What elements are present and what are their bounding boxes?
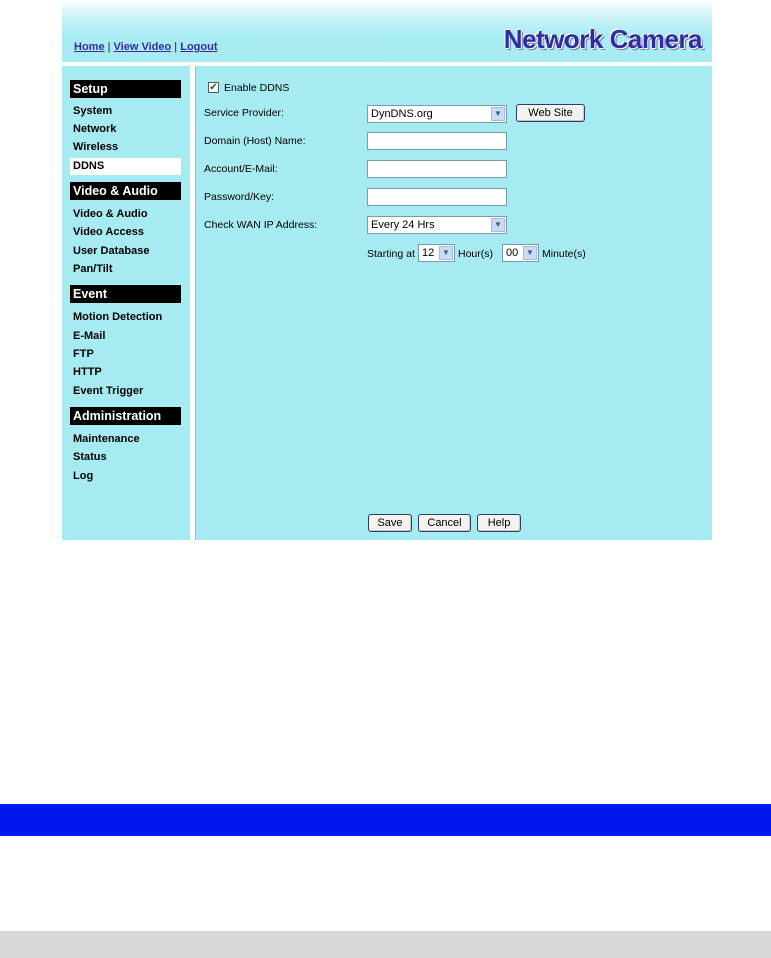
minutes-label: Minute(s) <box>542 248 586 260</box>
chevron-down-icon: ▼ <box>491 107 505 121</box>
sidebar-item-motion-detection[interactable]: Motion Detection <box>73 311 163 323</box>
hour-select[interactable] <box>418 244 455 262</box>
view-video-link[interactable]: View Video <box>113 41 172 53</box>
gray-footer-bar <box>0 931 771 958</box>
domain-label: Domain (Host) Name: <box>204 135 306 147</box>
minute-value: 00 <box>506 247 519 259</box>
check-wan-label: Check WAN IP Address: <box>204 219 318 231</box>
chevron-down-icon: ▼ <box>491 218 505 232</box>
sidebar-item-video-access[interactable]: Video Access <box>73 226 144 238</box>
sidebar-item-ddns[interactable]: DDNS <box>70 158 181 175</box>
sidebar-item-network[interactable]: Network <box>73 123 117 135</box>
help-button[interactable]: Help <box>477 514 521 532</box>
section-video-audio: Video & Audio <box>70 182 181 200</box>
sidebar-item-ftp[interactable]: FTP <box>73 348 94 360</box>
service-provider-value: DynDNS.org <box>371 108 433 120</box>
sidebar-item-status[interactable]: Status <box>73 451 107 463</box>
ddns-settings-panel <box>195 66 712 540</box>
hours-label: Hour(s) <box>458 248 494 260</box>
sidebar-item-system[interactable]: System <box>73 105 113 117</box>
brand-logo: Network Camera <box>503 24 702 54</box>
sidebar-item-event-trigger[interactable]: Event Trigger <box>73 385 144 397</box>
chevron-down-icon: ▼ <box>439 246 453 260</box>
sidebar-item-http[interactable]: HTTP <box>73 366 102 378</box>
header-banner <box>62 0 712 62</box>
minute-select[interactable] <box>502 244 539 262</box>
sidebar-item-maintenance[interactable]: Maintenance <box>73 433 140 445</box>
cancel-button[interactable]: Cancel <box>418 514 471 532</box>
sidebar-item-pan-tilt[interactable]: Pan/Tilt <box>73 263 113 275</box>
account-input[interactable] <box>367 160 507 178</box>
enable-ddns-label: Enable DDNS <box>224 82 290 94</box>
hour-value: 12 <box>422 247 435 259</box>
web-site-button[interactable]: Web Site <box>516 104 585 122</box>
domain-input[interactable] <box>367 132 507 150</box>
service-provider-label: Service Provider: <box>204 107 284 119</box>
sidebar-item-log[interactable]: Log <box>73 470 94 482</box>
section-administration: Administration <box>70 407 181 425</box>
check-wan-value: Every 24 Hrs <box>371 219 435 231</box>
account-label: Account/E-Mail: <box>204 163 278 175</box>
logout-link[interactable]: Logout <box>180 41 218 53</box>
sidebar <box>62 66 190 540</box>
chevron-down-icon: ▼ <box>523 246 537 260</box>
password-label: Password/Key: <box>204 191 275 203</box>
password-input[interactable] <box>367 188 507 206</box>
sidebar-item-user-database[interactable]: User Database <box>73 245 150 257</box>
starting-at-label: Starting at <box>367 248 415 260</box>
section-setup: Setup <box>70 80 181 98</box>
sidebar-item-email[interactable]: E-Mail <box>73 330 106 342</box>
check-wan-select[interactable] <box>367 216 507 234</box>
service-provider-select[interactable] <box>367 105 507 123</box>
sidebar-item-wireless[interactable]: Wireless <box>73 141 119 153</box>
section-event: Event <box>70 285 181 303</box>
sidebar-item-video-audio[interactable]: Video & Audio <box>73 208 148 220</box>
home-link[interactable]: Home <box>74 41 105 53</box>
enable-ddns-checkbox[interactable]: ✔ <box>209 82 218 93</box>
blue-footer-bar <box>0 804 771 836</box>
top-nav: Home | View Video | Logout <box>74 41 218 53</box>
save-button[interactable]: Save <box>368 514 412 532</box>
